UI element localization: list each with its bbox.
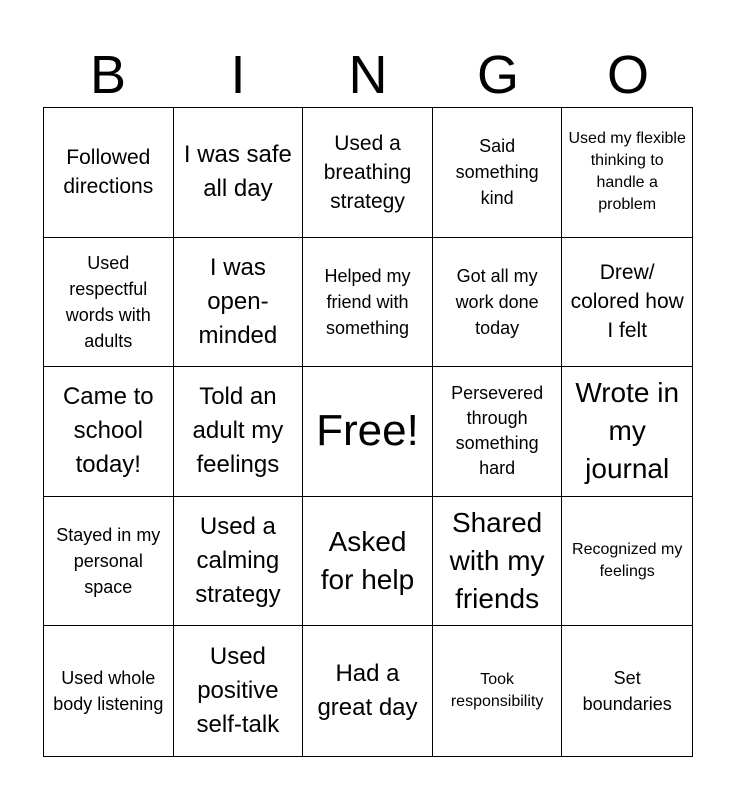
cell-label: Got all my work done today <box>455 265 539 338</box>
bingo-cell-r5c5[interactable] <box>562 626 692 756</box>
bingo-cell-r3c4[interactable] <box>433 367 563 497</box>
bingo-cell-r1c2[interactable] <box>174 108 304 238</box>
cell-label: Used a calming strategy <box>195 513 281 609</box>
header-letter-i: I <box>230 45 246 105</box>
bingo-cell-r1c5[interactable] <box>562 108 692 238</box>
cell-label: Wrote in my journal <box>575 377 680 485</box>
bingo-cell-r4c4[interactable] <box>433 497 563 627</box>
bingo-cell-r2c3[interactable] <box>303 238 433 368</box>
cell-label: Came to school today! <box>62 383 154 479</box>
cell-label: Said something kind <box>455 136 539 209</box>
cell-label: Drew/ colored how I felt <box>570 261 684 343</box>
bingo-cell-r2c5[interactable] <box>562 238 692 368</box>
cell-label: Used respectful words with adults <box>65 252 151 351</box>
bingo-cell-r4c3[interactable] <box>303 497 433 627</box>
cell-label: Used a breathing strategy <box>323 131 412 213</box>
bingo-cell-r2c1[interactable] <box>44 238 174 368</box>
cell-label: Used whole body listening <box>53 668 164 715</box>
header-letter-n: N <box>348 45 388 105</box>
cell-label: I was open-minded <box>198 253 278 349</box>
bingo-cell-r1c1[interactable] <box>44 108 174 238</box>
header-letter-g: G <box>476 45 519 105</box>
bingo-cell-r3c1[interactable] <box>44 367 174 497</box>
bingo-cell-r1c4[interactable] <box>433 108 563 238</box>
cell-label: Followed directions <box>63 146 154 199</box>
bingo-cell-r4c2[interactable] <box>174 497 304 627</box>
cell-label: Took responsibility <box>450 671 544 711</box>
cell-label: Had a great day <box>317 660 418 722</box>
bingo-cell-r4c5[interactable] <box>562 497 692 627</box>
bingo-cell-free-space[interactable] <box>303 367 433 497</box>
cell-label: Stayed in my personal space <box>56 525 161 598</box>
bingo-cell-r5c1[interactable] <box>44 626 174 756</box>
cell-label: Told an adult my feelings <box>192 383 284 479</box>
cell-label: Used positive self-talk <box>196 643 280 739</box>
bingo-cell-r2c4[interactable] <box>433 238 563 368</box>
bingo-header <box>43 42 693 108</box>
bingo-cell-r5c3[interactable] <box>303 626 433 756</box>
bingo-cell-r5c4[interactable] <box>433 626 563 756</box>
bingo-cell-r5c2[interactable] <box>174 626 304 756</box>
free-space-label: Free! <box>316 406 419 456</box>
cell-label: I was safe all day <box>183 141 292 203</box>
bingo-cell-r1c3[interactable] <box>303 108 433 238</box>
cell-label: Used my flexible thinking to handle a problem <box>568 130 686 214</box>
cell-label: Recognized my feelings <box>572 541 683 581</box>
cell-label: Persevered through something hard <box>451 383 544 479</box>
bingo-cell-r3c5[interactable] <box>562 367 692 497</box>
bingo-board <box>43 107 693 757</box>
cell-label: Shared with my friends <box>449 507 545 615</box>
bingo-cell-r3c2[interactable] <box>174 367 304 497</box>
cell-label: Helped my friend with something <box>324 265 411 338</box>
cell-label: Set boundaries <box>582 668 672 715</box>
bingo-cell-r4c1[interactable] <box>44 497 174 627</box>
header-letter-o: O <box>606 45 649 105</box>
header-letter-b: B <box>89 45 127 105</box>
bingo-cell-r2c2[interactable] <box>174 238 304 368</box>
cell-label: Asked for help <box>320 526 415 596</box>
